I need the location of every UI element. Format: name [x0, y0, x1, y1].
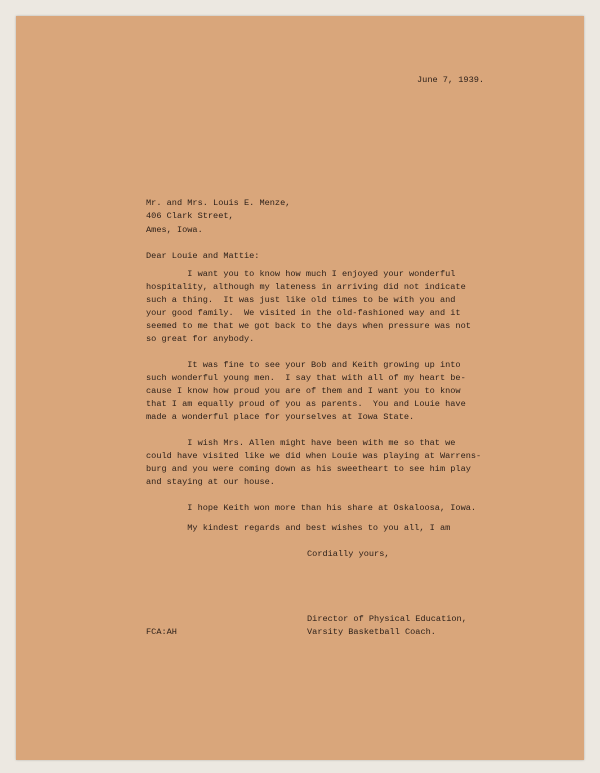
body-line: I hope Keith won more than his share at Oskaloosa, Iowa.: [146, 503, 477, 513]
letter-date: June 7, 1939.: [417, 75, 485, 85]
body-line: so great for anybody.: [146, 334, 255, 344]
body-line: your good family. We visited in the old-fashioned way and it: [146, 308, 461, 318]
body-line: made a wonderful place for yourselves at Iowa State.: [146, 412, 415, 422]
signature-title-line-2: Varsity Basketball Coach.: [307, 627, 436, 637]
body-line: hospitality, although my lateness in arriving did not indicate: [146, 282, 466, 292]
body-line: that I am equally proud of you as parents. You and Louie have: [146, 399, 466, 409]
salutation: Dear Louie and Mattie:: [146, 251, 260, 261]
typist-initials: FCA:AH: [146, 627, 177, 637]
body-line: My kindest regards and best wishes to you all, I am: [146, 523, 451, 533]
body-line: burg and you were coming down as his sweetheart to see him play: [146, 464, 471, 474]
closing: Cordially yours,: [307, 549, 390, 559]
addressee-line-3: Ames, Iowa.: [146, 225, 203, 235]
body-line: such wonderful young men. I say that with all of my heart be-: [146, 373, 466, 383]
body-line: such a thing. It was just like old times to be with you and: [146, 295, 456, 305]
signature-title-line-1: Director of Physical Education,: [307, 614, 467, 624]
addressee-line-1: Mr. and Mrs. Louis E. Menze,: [146, 198, 291, 208]
body-line: It was fine to see your Bob and Keith growing up into: [146, 360, 461, 370]
body-line: I wish Mrs. Allen might have been with me so that we: [146, 438, 456, 448]
body-line: seemed to me that we got back to the days when pressure was not: [146, 321, 471, 331]
body-line: could have visited like we did when Louie was playing at Warrens-: [146, 451, 482, 461]
body-line: I want you to know how much I enjoyed your wonderful: [146, 269, 456, 279]
addressee-line-2: 406 Clark Street,: [146, 211, 234, 221]
body-line: cause I know how proud you are of them and I want you to know: [146, 386, 461, 396]
body-line: and staying at our house.: [146, 477, 275, 487]
